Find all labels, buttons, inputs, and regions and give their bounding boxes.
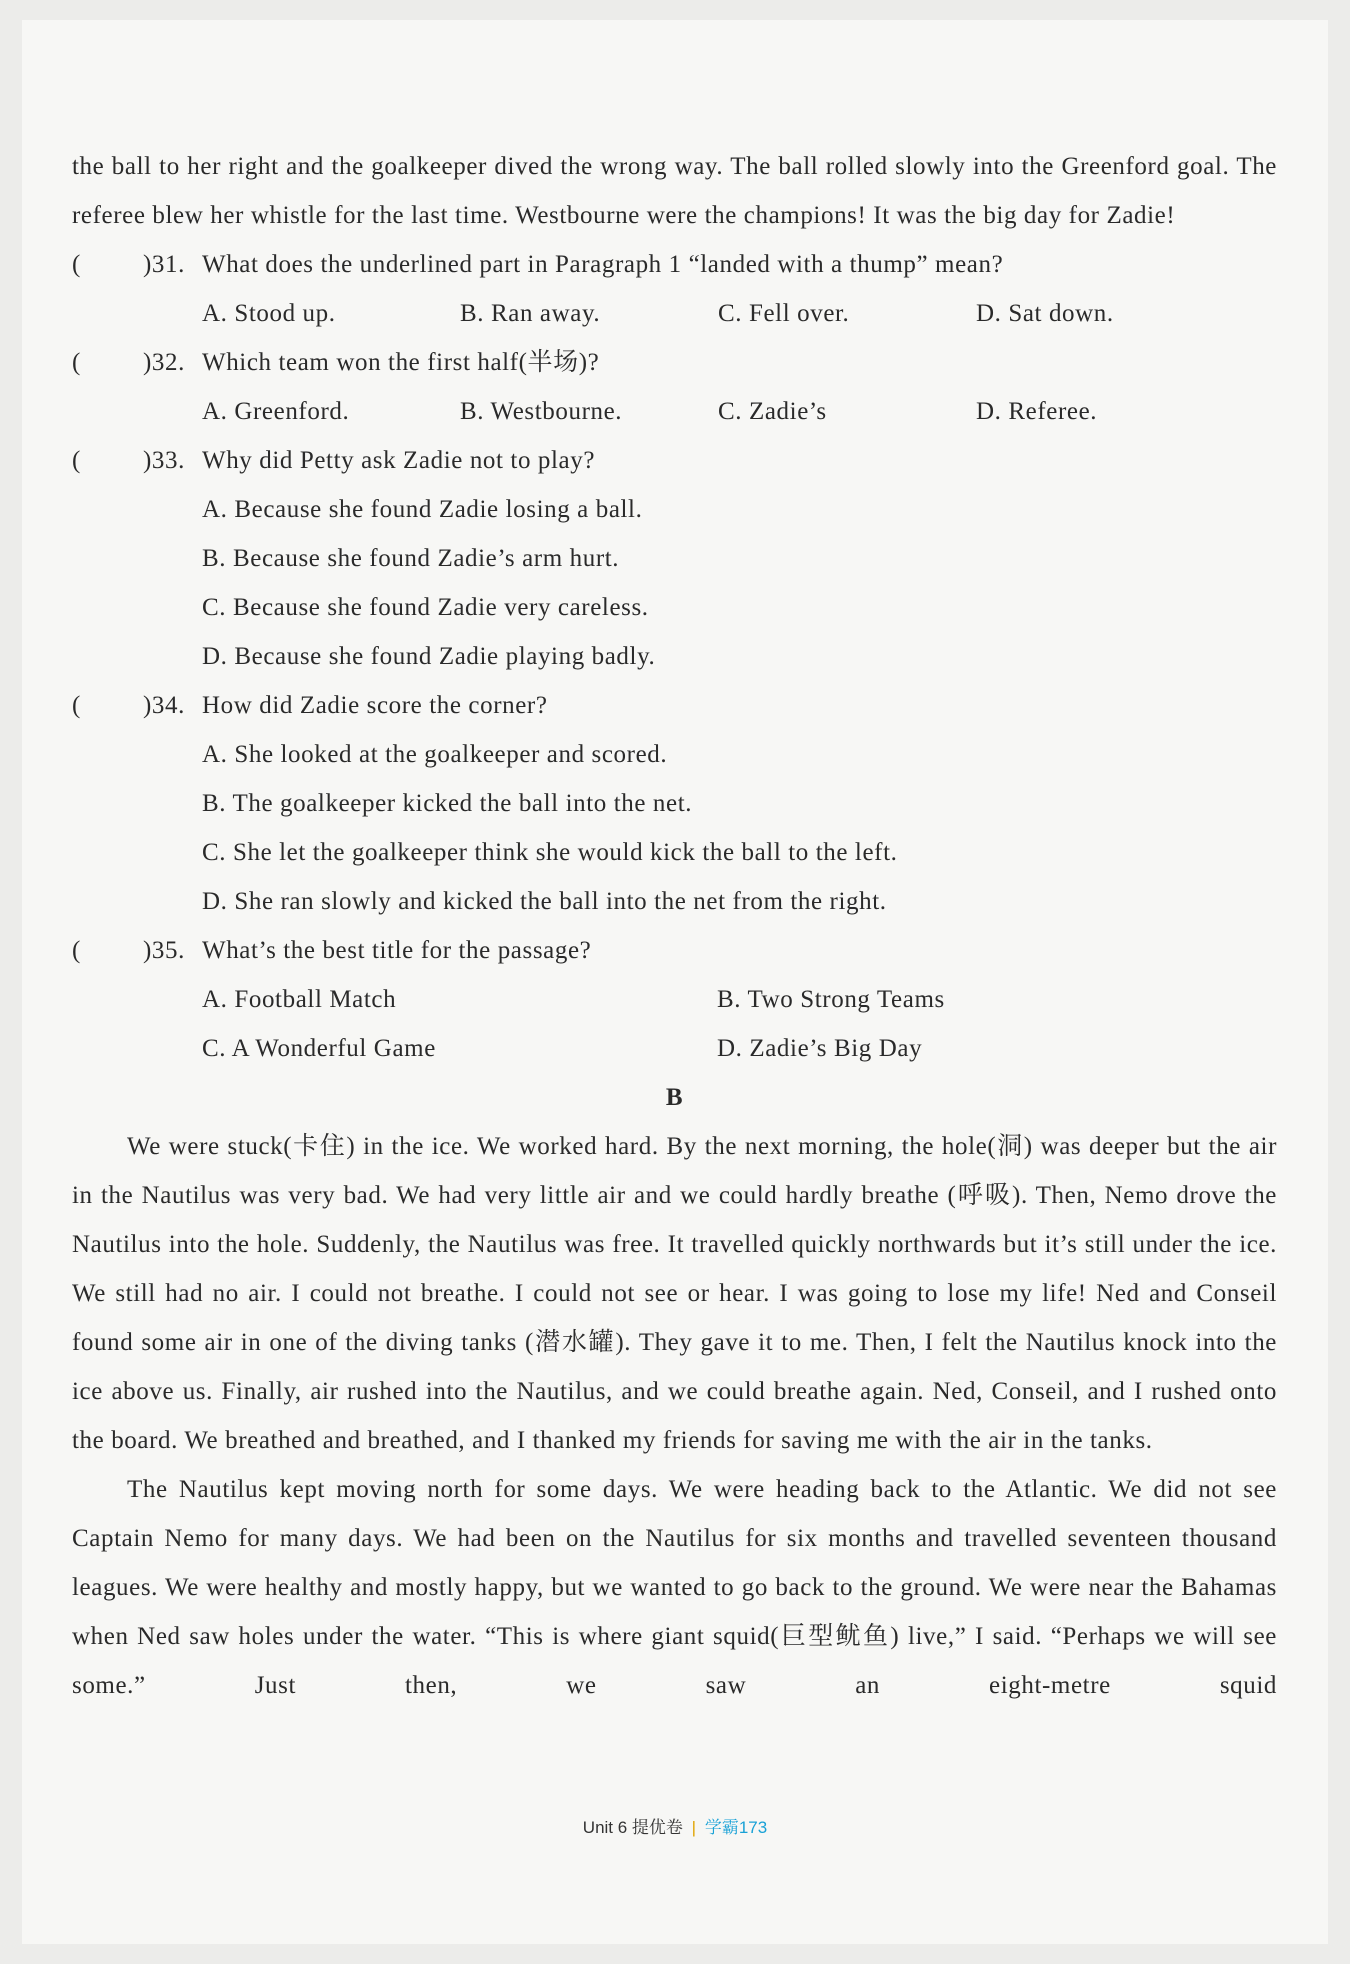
question-text: How did Zadie score the corner? <box>202 692 548 719</box>
answer-paren: ( <box>72 447 81 474</box>
question-34 <box>72 681 1277 730</box>
option-d: D. She ran slowly and kicked the ball into the net from the right. <box>202 888 887 915</box>
passage-b-paragraph-2: The Nautilus kept moving north for some days. We were heading back to the Atlantic. We did not see Captain Nemo for many days. We had been on the Nautilus for six months and travelled seventeen thousand leagues. We were healthy and mostly happy, but we wanted to go back to the ground. We were near the Bahamas when Ned saw holes under the water. “This is where giant squid(巨型鱿鱼) live,” I said. “Perhaps we will see some.” Just then, we saw an eight-metre squid <box>72 1476 1277 1699</box>
option-c: C. Fell over. <box>718 300 850 327</box>
passage-a-ending: the ball to her right and the goalkeeper dived the wrong way. The ball rolled slowly into the Greenford goal. The referee blew her whistle for the last time. Westbourne were the champions! It was the big day for Zadie! <box>72 153 1277 229</box>
footer-brand: 学霸 <box>704 1818 739 1837</box>
option-b: B. Because she found Zadie’s arm hurt. <box>202 545 620 572</box>
question-35 <box>72 926 1277 975</box>
page-number: 173 <box>738 1818 768 1837</box>
option-d: D. Referee. <box>976 398 1098 425</box>
option-c: C. She let the goalkeeper think she would kick the ball to the left. <box>202 839 898 866</box>
option-c: C. A Wonderful Game <box>202 1035 436 1062</box>
question-35-options-row-1 <box>72 975 1277 1024</box>
footer-separator: | <box>691 1818 697 1837</box>
question-text: Which team won the first half(半场)? <box>202 349 600 376</box>
question-31-options <box>72 289 1277 338</box>
option-d: D. Because she found Zadie playing badly. <box>202 643 656 670</box>
question-32 <box>72 338 1277 387</box>
answer-paren: ( <box>72 692 81 719</box>
option-d: D. Zadie’s Big Day <box>717 1035 923 1062</box>
page-content <box>72 142 1277 1710</box>
answer-paren: ( <box>72 349 81 376</box>
question-text: What does the underlined part in Paragraph 1 “landed with a thump” mean? <box>202 251 1004 278</box>
question-number: )33. <box>143 447 185 474</box>
option-b: B. The goalkeeper kicked the ball into the net. <box>202 790 693 817</box>
answer-paren: ( <box>72 251 81 278</box>
page <box>22 20 1328 1944</box>
question-33 <box>72 436 1277 485</box>
question-text: Why did Petty ask Zadie not to play? <box>202 447 596 474</box>
option-d: D. Sat down. <box>976 300 1114 327</box>
option-c: C. Because she found Zadie very careless. <box>202 594 649 621</box>
option-a: A. Because she found Zadie losing a ball. <box>202 496 643 523</box>
option-a: A. Stood up. <box>202 300 336 327</box>
question-32-options <box>72 387 1277 436</box>
footer-unit: Unit 6 提优卷 <box>582 1818 683 1837</box>
option-a: A. She looked at the goalkeeper and scored. <box>202 741 668 768</box>
option-a: A. Greenford. <box>202 398 350 425</box>
page-footer <box>22 1813 1328 1838</box>
option-b: B. Westbourne. <box>460 398 623 425</box>
option-c: C. Zadie’s <box>718 398 827 425</box>
question-31 <box>72 240 1277 289</box>
question-text: What’s the best title for the passage? <box>202 937 592 964</box>
option-a: A. Football Match <box>202 986 397 1013</box>
question-number: )31. <box>143 251 185 278</box>
question-number: )34. <box>143 692 185 719</box>
option-b: B. Two Strong Teams <box>717 986 945 1013</box>
passage-b-paragraph-1: We were stuck(卡住) in the ice. We worked hard. By the next morning, the hole(洞) was deeper but the air in the Nautilus was very bad. We had very little air and we could hardly breathe (呼吸). Then, Nemo drove the Nautilus into the hole. Suddenly, the Nautilus was free. It travelled quickly northwards but it’s still under the ice. We still had no air. I could not breathe. I could not see or hear. I was going to lose my life! Ned and Conseil found some air in one of the diving tanks (潜水罐). They gave it to me. Then, I felt the Nautilus knock into the ice above us. Finally, air rushed into the Nautilus, and we could breathe again. Ned, Conseil, and I rushed onto the board. We breathed and breathed, and I thanked my friends for saving me with the air in the tanks. <box>72 1133 1277 1454</box>
question-35-options-row-2 <box>72 1024 1277 1073</box>
option-b: B. Ran away. <box>460 300 601 327</box>
question-number: )32. <box>143 349 185 376</box>
answer-paren: ( <box>72 937 81 964</box>
question-number: )35. <box>143 937 185 964</box>
section-b-title: B <box>665 1084 684 1111</box>
